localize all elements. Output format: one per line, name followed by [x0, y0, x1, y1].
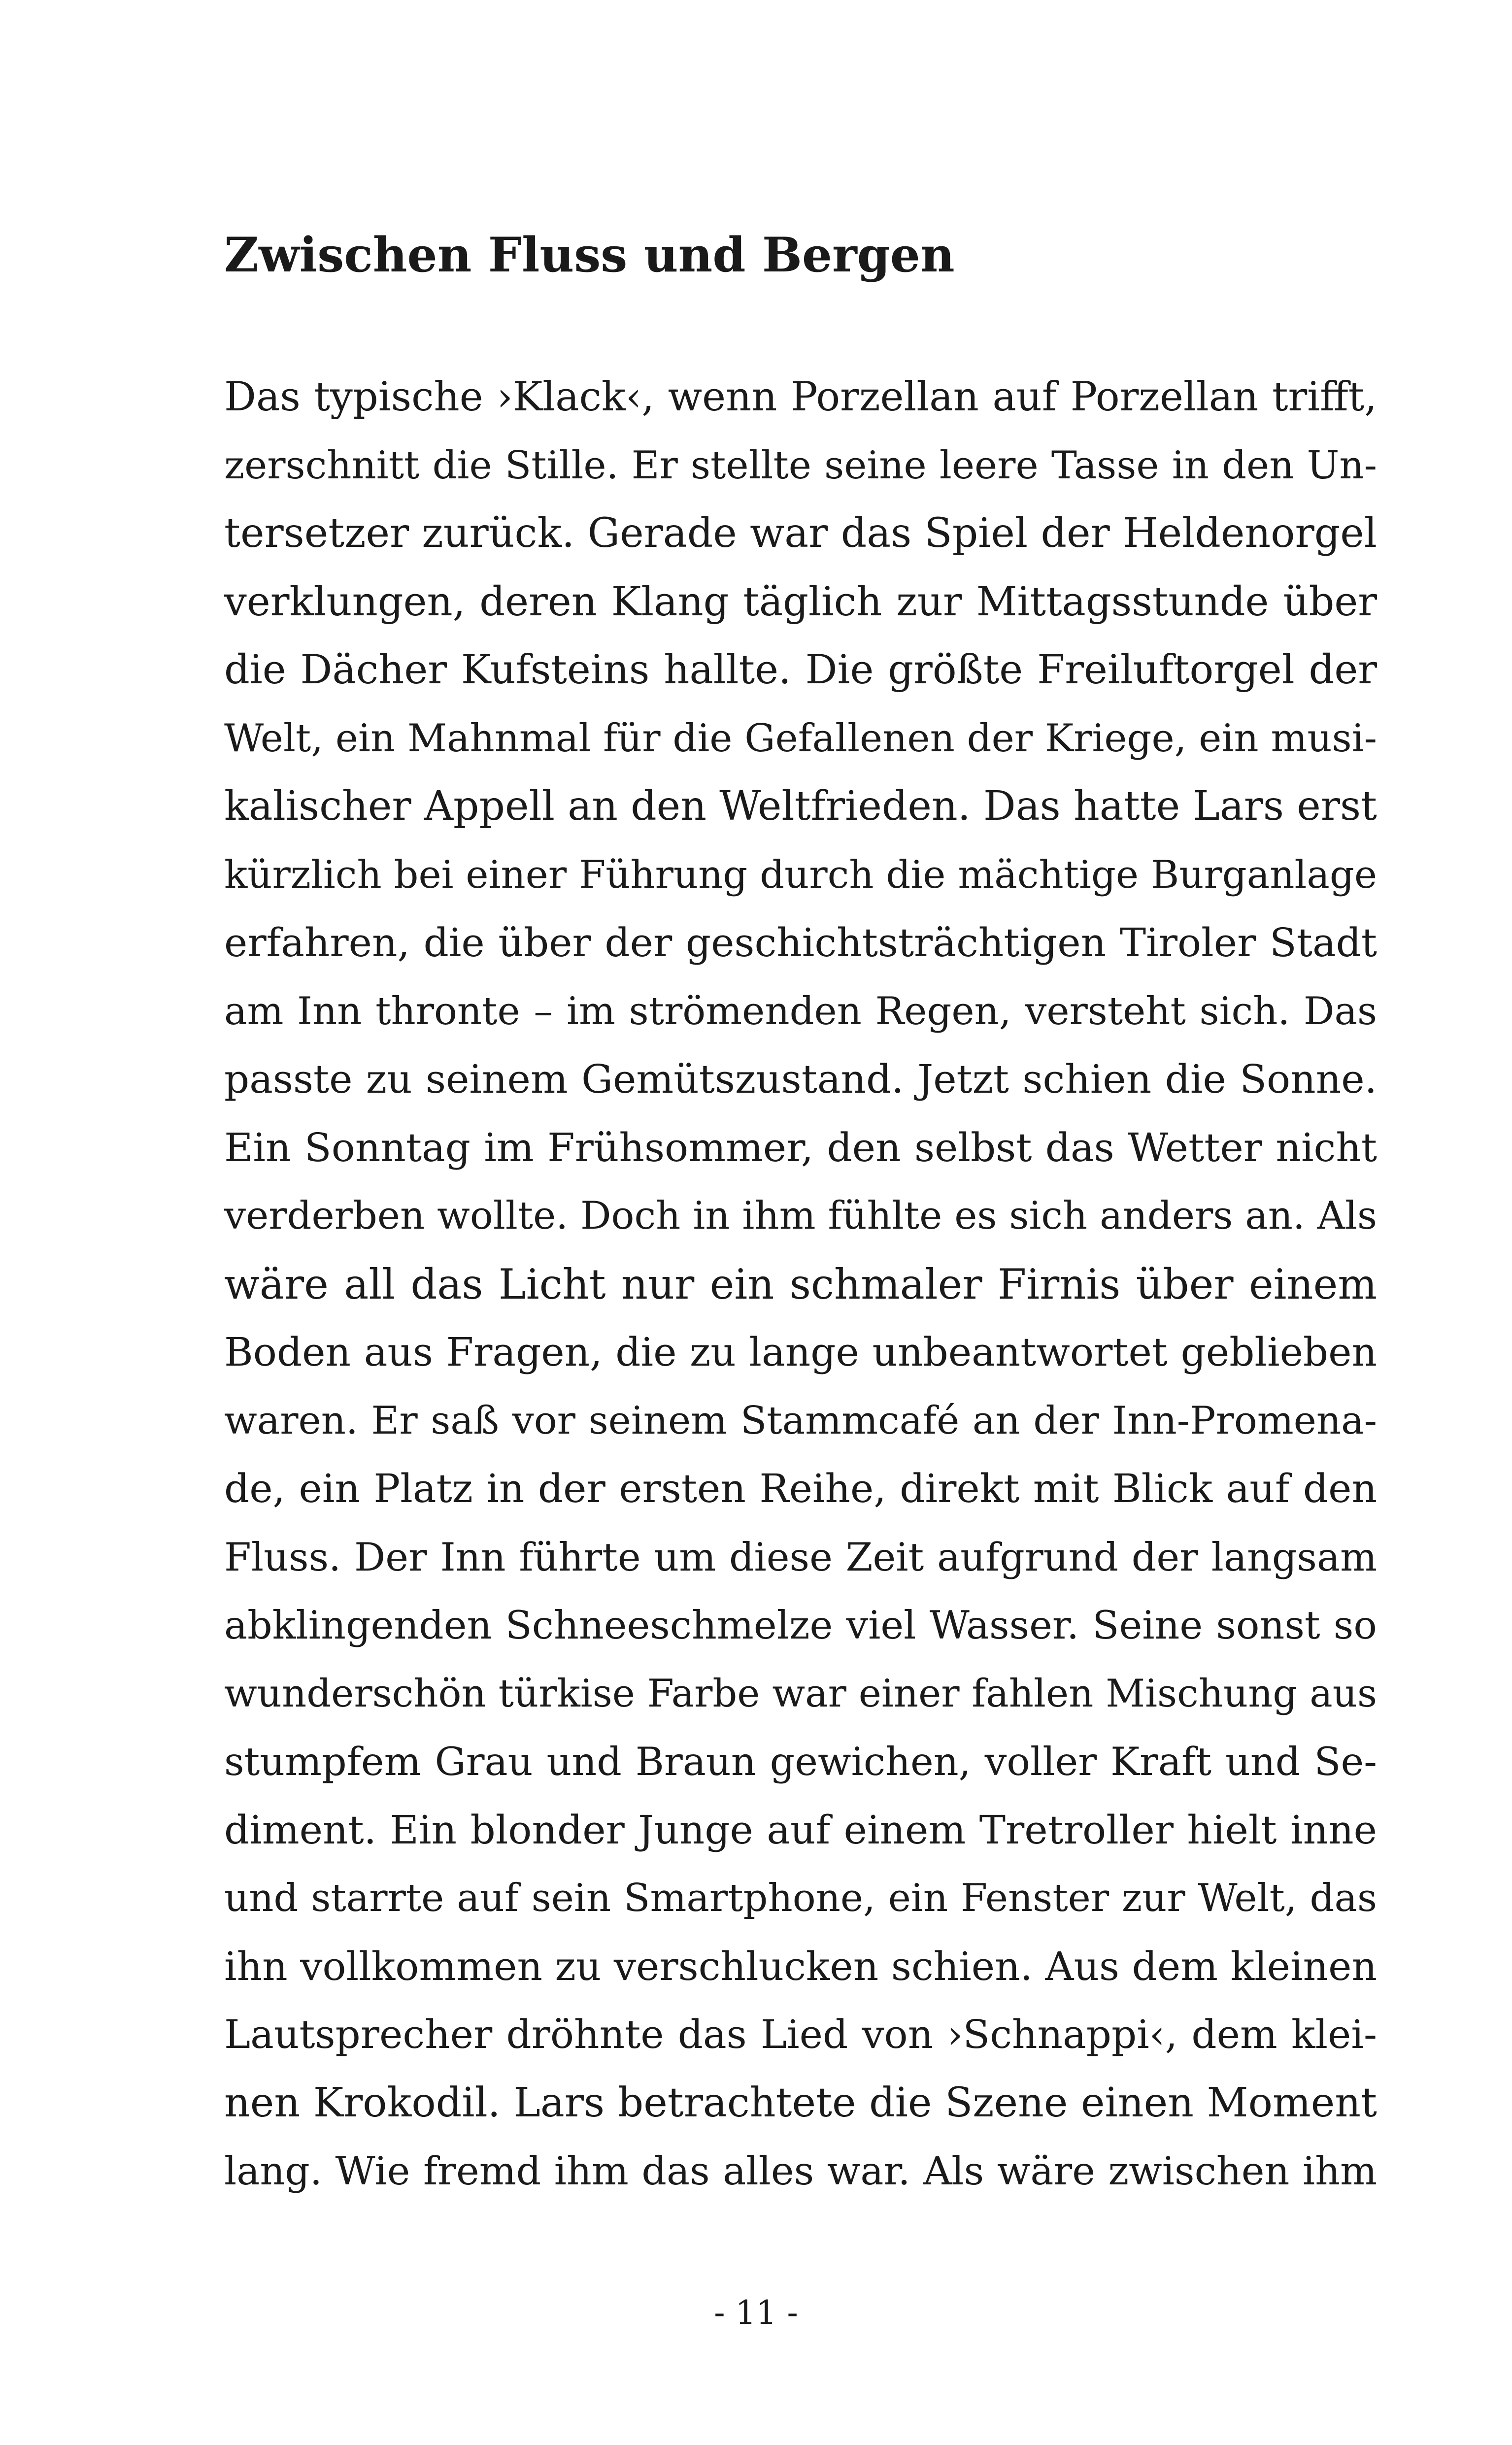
text-line: wunderschön türkise Farbe war einer fahlen Mischung aus: [224, 1671, 1377, 1716]
text-line: tersetzer zurück. Gerade war das Spiel der Heldenorgel: [224, 510, 1377, 557]
text-line: zerschnitt die Stille. Er stellte seine leere Tasse in den Un-: [224, 443, 1377, 488]
text-line: wäre all das Licht nur ein schmaler Firnis über einem: [224, 1260, 1377, 1308]
text-line: passte zu seinem Gemütszustand. Jetzt schien die Sonne.: [224, 1056, 1377, 1102]
text-line: stumpfem Grau und Braun gewichen, voller Kraft und Se-: [224, 1739, 1377, 1784]
text-line: Fluss. Der Inn führte um diese Zeit aufgrund der langsam: [224, 1534, 1377, 1580]
text-line: Ein Sonntag im Frühsommer, den selbst das Wetter nicht: [224, 1124, 1377, 1171]
text-line: Das typische ›Klack‹, wenn Porzellan auf Porzellan trifft,: [224, 374, 1377, 420]
text-line: Lautsprecher dröhnte das Lied von ›Schnappi‹, dem klei-: [224, 2011, 1377, 2057]
text-line: kalischer Appell an den Weltfrieden. Das hatte Lars erst: [224, 783, 1377, 830]
text-line: verklungen, deren Klang täglich zur Mittagsstunde über: [224, 578, 1377, 625]
text-line: und starrte auf sein Smartphone, ein Fenster zur Welt, das: [224, 1876, 1377, 1920]
text-line: nen Krokodil. Lars betrachtete die Szene einen Moment: [224, 2079, 1377, 2126]
text-line: abklingenden Schneeschmelze viel Wasser. Seine sonst so: [224, 1603, 1377, 1648]
page-number: - 11 -: [714, 2294, 798, 2332]
text-line: am Inn thronte – im strömenden Regen, versteht sich. Das: [224, 989, 1377, 1034]
text-line: verderben wollte. Doch in ihm fühlte es sich anders an. Als: [224, 1194, 1377, 1238]
text-line: Welt, ein Mahnmal für die Gefallenen der Kriege, ein musi-: [224, 716, 1377, 761]
chapter-title: Zwischen Fluss und Bergen: [224, 227, 955, 283]
text-line: diment. Ein blonder Junge auf einem Tretroller hielt inne: [224, 1807, 1377, 1853]
text-line: de, ein Platz in der ersten Reihe, direkt mit Blick auf den: [224, 1466, 1377, 1511]
text-line: waren. Er saß vor seinem Stammcafé an der Inn-Promena-: [224, 1398, 1377, 1443]
text-line: kürzlich bei einer Führung durch die mächtige Burganlage: [224, 852, 1377, 897]
text-line: ihn vollkommen zu verschlucken schien. Aus dem kleinen: [224, 1943, 1377, 1989]
body-text: [224, 363, 1377, 2206]
text-line: die Dächer Kufsteins hallte. Die größte Freiluftorgel der: [224, 647, 1377, 693]
text-line: erfahren, die über der geschichtsträchtigen Tiroler Stadt: [224, 920, 1377, 966]
text-line: Boden aus Fragen, die zu lange unbeantwortet geblieben: [224, 1329, 1377, 1375]
text-line: lang. Wie fremd ihm das alles war. Als wäre zwischen ihm: [224, 2148, 1377, 2194]
